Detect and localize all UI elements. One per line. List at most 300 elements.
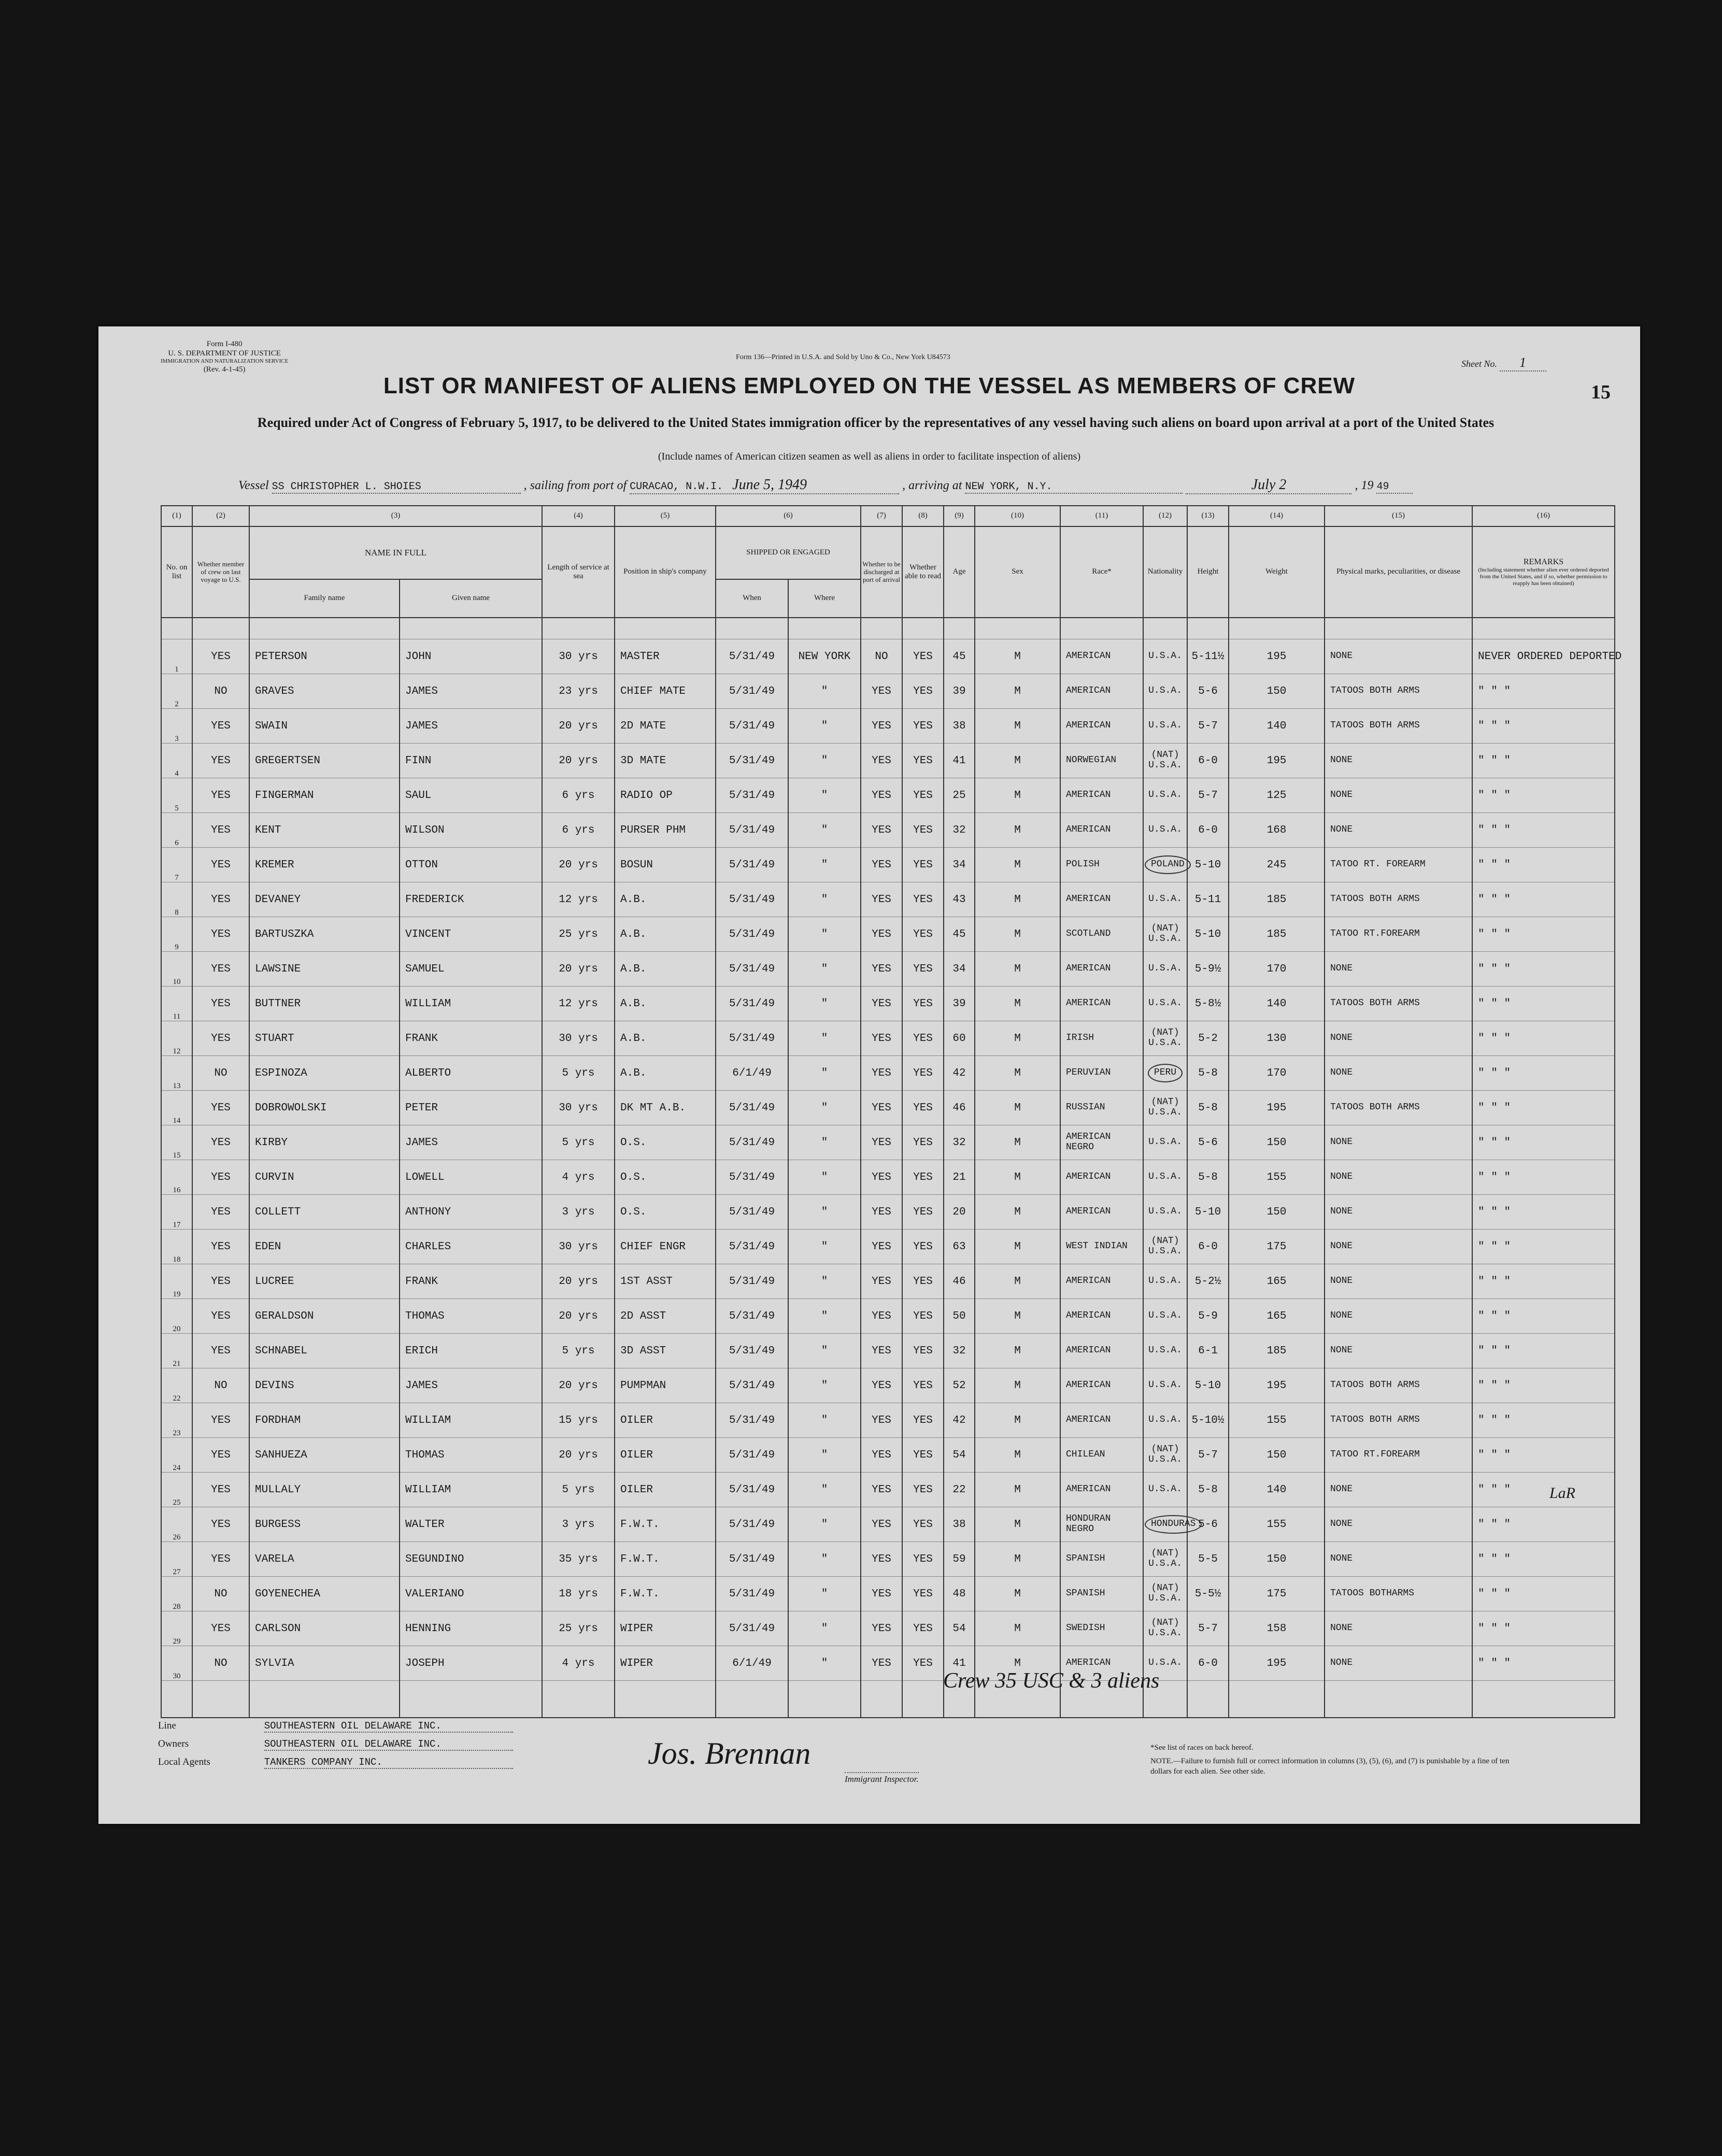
col-num-16: (16): [1472, 506, 1615, 526]
remarks: " " ": [1472, 987, 1615, 1021]
races-note: *See list of races on back hereof.: [1150, 1744, 1254, 1752]
service-length: 5 yrs: [542, 1056, 615, 1091]
physical-marks: TATOOS BOTH ARMS: [1325, 987, 1472, 1021]
shipped-when: 5/31/49: [716, 1091, 788, 1125]
row-number: 9: [161, 917, 192, 952]
sex: M: [975, 639, 1060, 674]
table-row: [161, 1473, 1615, 1507]
nationality: (NAT) U.S.A.: [1143, 744, 1187, 778]
age: 52: [944, 1368, 975, 1403]
remarks: " " ": [1472, 1056, 1615, 1091]
position: F.W.T.: [615, 1542, 716, 1577]
remarks: " " ": [1472, 917, 1615, 952]
member-cell: YES: [192, 1507, 249, 1542]
nationality: U.S.A.: [1143, 1160, 1187, 1195]
service-length: 25 yrs: [542, 1611, 615, 1646]
table-row: [161, 1299, 1615, 1334]
race: CHILEAN: [1060, 1438, 1143, 1473]
discharged: YES: [861, 1368, 902, 1403]
height: 5-10½: [1187, 1403, 1229, 1438]
member-cell: YES: [192, 778, 249, 813]
age: 48: [944, 1577, 975, 1611]
family-name: BURGESS: [249, 1507, 400, 1542]
given-name: VALERIANO: [400, 1577, 542, 1611]
shipped-when: 5/31/49: [716, 848, 788, 882]
table-row: [161, 1507, 1615, 1542]
position: 3D MATE: [615, 744, 716, 778]
weight: 175: [1229, 1230, 1325, 1264]
position: OILER: [615, 1473, 716, 1507]
row-number: 3: [161, 709, 192, 744]
header-member: Whether member of crew on last voyage to U.S.: [192, 526, 249, 618]
header-family-name: Family name: [249, 579, 400, 618]
sex: M: [975, 1195, 1060, 1230]
col-num-12: (12): [1143, 506, 1187, 526]
discharged: YES: [861, 1125, 902, 1160]
discharged: YES: [861, 813, 902, 848]
member-cell: YES: [192, 848, 249, 882]
race: AMERICAN: [1060, 778, 1143, 813]
shipped-where: ": [788, 1021, 861, 1056]
given-name: SAMUEL: [400, 952, 542, 987]
position: DK MT A.B.: [615, 1091, 716, 1125]
weight: 150: [1229, 674, 1325, 709]
able-to-read: YES: [902, 1091, 944, 1125]
weight: 195: [1229, 1646, 1325, 1681]
able-to-read: YES: [902, 1646, 944, 1681]
family-name: CURVIN: [249, 1160, 400, 1195]
service-length: 20 yrs: [542, 744, 615, 778]
discharged: YES: [861, 1334, 902, 1368]
table-row: [161, 1125, 1615, 1160]
remarks: " " ": [1472, 744, 1615, 778]
age: 41: [944, 744, 975, 778]
shipped-when: 6/1/49: [716, 1646, 788, 1681]
nationality: [1143, 1056, 1187, 1091]
remarks: " " ": [1472, 1507, 1615, 1542]
height: 5-5: [1187, 1542, 1229, 1577]
row-number: 21: [161, 1334, 192, 1368]
sex: M: [975, 1403, 1060, 1438]
physical-marks: NONE: [1325, 1646, 1472, 1681]
shipped-where: ": [788, 1056, 861, 1091]
shipped-where: ": [788, 1195, 861, 1230]
remarks: " " ": [1472, 1091, 1615, 1125]
arrival-port: NEW YORK, N.Y.: [965, 481, 1183, 494]
service-length: 3 yrs: [542, 1507, 615, 1542]
table-tail-row: [161, 1681, 1615, 1718]
height: 5-11: [1187, 882, 1229, 917]
family-name: BUTTNER: [249, 987, 400, 1021]
shipped-when: 5/31/49: [716, 639, 788, 674]
member-cell: YES: [192, 1125, 249, 1160]
discharged: YES: [861, 744, 902, 778]
nationality: (NAT) U.S.A.: [1143, 1611, 1187, 1646]
member-cell: YES: [192, 1611, 249, 1646]
shipped-when: 5/31/49: [716, 1507, 788, 1542]
physical-marks: NONE: [1325, 1334, 1472, 1368]
row-number: 5: [161, 778, 192, 813]
member-cell: YES: [192, 987, 249, 1021]
sex: M: [975, 1299, 1060, 1334]
family-name: CARLSON: [249, 1611, 400, 1646]
shipped-when: 6/1/49: [716, 1056, 788, 1091]
weight: 170: [1229, 952, 1325, 987]
position: A.B.: [615, 1021, 716, 1056]
printer-note: Form 136—Printed in U.S.A. and Sold by Uno & Co., New York U84573: [736, 353, 950, 361]
table-row: [161, 1091, 1615, 1125]
header-read: Whether able to read: [902, 526, 944, 618]
discharged: YES: [861, 1160, 902, 1195]
discharged: YES: [861, 1577, 902, 1611]
given-name: CHARLES: [400, 1230, 542, 1264]
discharged: YES: [861, 952, 902, 987]
manifest-title: LIST OR MANIFEST OF ALIENS EMPLOYED ON THE VESSEL AS MEMBERS OF CREW: [383, 373, 1356, 398]
able-to-read: YES: [902, 848, 944, 882]
given-name: JOSEPH: [400, 1646, 542, 1681]
shipped-where: ": [788, 1299, 861, 1334]
family-name: DOBROWOLSKI: [249, 1091, 400, 1125]
nationality: U.S.A.: [1143, 674, 1187, 709]
row-number: 16: [161, 1160, 192, 1195]
remarks: " " ": [1472, 1611, 1615, 1646]
remarks: " " ": [1472, 1230, 1615, 1264]
age: 21: [944, 1160, 975, 1195]
discharged: YES: [861, 1264, 902, 1299]
service-length: 30 yrs: [542, 1091, 615, 1125]
race: IRISH: [1060, 1021, 1143, 1056]
weight: 185: [1229, 917, 1325, 952]
service-length: 18 yrs: [542, 1577, 615, 1611]
age: 39: [944, 987, 975, 1021]
remarks: " " ": [1472, 1542, 1615, 1577]
discharged: YES: [861, 987, 902, 1021]
row-number: 23: [161, 1403, 192, 1438]
physical-marks: NONE: [1325, 1195, 1472, 1230]
sex: M: [975, 1611, 1060, 1646]
given-name: SAUL: [400, 778, 542, 813]
discharged: YES: [861, 1646, 902, 1681]
race: AMERICAN: [1060, 813, 1143, 848]
able-to-read: YES: [902, 1368, 944, 1403]
header-height: Height: [1187, 526, 1229, 618]
member-cell: NO: [192, 1368, 249, 1403]
discharged: YES: [861, 1403, 902, 1438]
shipped-when: 5/31/49: [716, 1125, 788, 1160]
height: 5-10: [1187, 917, 1229, 952]
row-number: 22: [161, 1368, 192, 1403]
able-to-read: YES: [902, 1021, 944, 1056]
inspector-signature: Jos. Brennan: [648, 1736, 811, 1771]
race: SWEDISH: [1060, 1611, 1143, 1646]
given-name: HENNING: [400, 1611, 542, 1646]
able-to-read: YES: [902, 882, 944, 917]
family-name: FINGERMAN: [249, 778, 400, 813]
header-race: Race*: [1060, 526, 1143, 618]
race: RUSSIAN: [1060, 1091, 1143, 1125]
race: SPANISH: [1060, 1577, 1143, 1611]
row-number: 15: [161, 1125, 192, 1160]
row-number: 29: [161, 1611, 192, 1646]
col-num-14: (14): [1229, 506, 1325, 526]
physical-marks: NONE: [1325, 1542, 1472, 1577]
service-length: 20 yrs: [542, 848, 615, 882]
shipped-where: NEW YORK: [788, 639, 861, 674]
able-to-read: YES: [902, 1264, 944, 1299]
weight: 195: [1229, 744, 1325, 778]
shipped-when: 5/31/49: [716, 882, 788, 917]
age: 20: [944, 1195, 975, 1230]
physical-marks: TATOOS BOTH ARMS: [1325, 882, 1472, 917]
shipped-where: ": [788, 1125, 861, 1160]
shipped-when: 5/31/49: [716, 987, 788, 1021]
sex: M: [975, 1264, 1060, 1299]
member-cell: NO: [192, 674, 249, 709]
form-number: Form I-480: [206, 340, 243, 348]
shipped-when: 5/31/49: [716, 952, 788, 987]
header-remarks: [1472, 526, 1615, 618]
physical-marks: TATOOS BOTH ARMS: [1325, 1091, 1472, 1125]
physical-marks: NONE: [1325, 952, 1472, 987]
sex: M: [975, 674, 1060, 709]
remarks: " " ": [1472, 813, 1615, 848]
nationality: U.S.A.: [1143, 1299, 1187, 1334]
service-length: 3 yrs: [542, 1195, 615, 1230]
nationality: U.S.A.: [1143, 882, 1187, 917]
age: 39: [944, 674, 975, 709]
able-to-read: YES: [902, 1230, 944, 1264]
row-number: 1: [161, 639, 192, 674]
shipped-where: ": [788, 1403, 861, 1438]
table-row: [161, 1368, 1615, 1403]
age: 32: [944, 1334, 975, 1368]
position: O.S.: [615, 1160, 716, 1195]
row-number: 6: [161, 813, 192, 848]
shipped-where: ": [788, 709, 861, 744]
table-row: [161, 1021, 1615, 1056]
weight: 185: [1229, 1334, 1325, 1368]
nationality: U.S.A.: [1143, 813, 1187, 848]
physical-marks: TATOO RT.FOREARM: [1325, 917, 1472, 952]
header-age: Age: [944, 526, 975, 618]
nationality: U.S.A.: [1143, 1368, 1187, 1403]
weight: 195: [1229, 639, 1325, 674]
shipped-when: 5/31/49: [716, 778, 788, 813]
height: 5-8: [1187, 1160, 1229, 1195]
shipped-when: 5/31/49: [716, 1368, 788, 1403]
discharged: YES: [861, 1507, 902, 1542]
sex: M: [975, 1646, 1060, 1681]
shipped-when: 5/31/49: [716, 1160, 788, 1195]
position: A.B.: [615, 882, 716, 917]
family-name: ESPINOZA: [249, 1056, 400, 1091]
header-name-in-full: NAME IN FULL: [249, 526, 542, 579]
able-to-read: YES: [902, 1577, 944, 1611]
age: 25: [944, 778, 975, 813]
able-to-read: YES: [902, 1056, 944, 1091]
remarks: " " ": [1472, 1334, 1615, 1368]
service-length: 30 yrs: [542, 639, 615, 674]
discharged: YES: [861, 1299, 902, 1334]
given-name: WILLIAM: [400, 1403, 542, 1438]
family-name: BARTUSZKA: [249, 917, 400, 952]
shipped-when: 5/31/49: [716, 1230, 788, 1264]
shipped-where: ": [788, 1264, 861, 1299]
given-name: PETER: [400, 1091, 542, 1125]
race: AMERICAN: [1060, 1646, 1143, 1681]
weight: 165: [1229, 1264, 1325, 1299]
age: 50: [944, 1299, 975, 1334]
age: 46: [944, 1091, 975, 1125]
service-length: 23 yrs: [542, 674, 615, 709]
position: 2D MATE: [615, 709, 716, 744]
shipped-where: ": [788, 1473, 861, 1507]
header-no-on-list: No. on list: [161, 526, 192, 618]
shipped-where: ": [788, 1160, 861, 1195]
able-to-read: YES: [902, 987, 944, 1021]
service-length: 4 yrs: [542, 1646, 615, 1681]
member-cell: YES: [192, 1542, 249, 1577]
footer-line-row: [158, 1720, 513, 1733]
height: 5-6: [1187, 1125, 1229, 1160]
shipped-where: ": [788, 1091, 861, 1125]
service-length: 30 yrs: [542, 1230, 615, 1264]
nationality: (NAT) U.S.A.: [1143, 1230, 1187, 1264]
table-row: [161, 1646, 1615, 1681]
position: WIPER: [615, 1611, 716, 1646]
sex: M: [975, 1577, 1060, 1611]
discharged: YES: [861, 1021, 902, 1056]
race: AMERICAN: [1060, 674, 1143, 709]
race: AMERICAN: [1060, 1403, 1143, 1438]
discharged: YES: [861, 1611, 902, 1646]
shipped-where: ": [788, 813, 861, 848]
height: 5-6: [1187, 1507, 1229, 1542]
nationality: [1143, 848, 1187, 882]
table-row: [161, 1195, 1615, 1230]
service-length: 25 yrs: [542, 917, 615, 952]
row-number: 14: [161, 1091, 192, 1125]
age: 60: [944, 1021, 975, 1056]
include-note: (Include names of American citizen seamen as well as aliens in order to facilitate inspection of aliens): [658, 451, 1081, 462]
col-num-15: (15): [1325, 506, 1472, 526]
shipped-where: ": [788, 1542, 861, 1577]
family-name: KENT: [249, 813, 400, 848]
shipped-when: 5/31/49: [716, 813, 788, 848]
height: 5-8: [1187, 1091, 1229, 1125]
position: MASTER: [615, 639, 716, 674]
manifest-subtitle: Required under Act of Congress of February 5, 1917, to be delivered to the United States immigration officer by the representatives of any vessel having such aliens on board upon arrival at a port of the United States: [257, 415, 1495, 430]
race: POLISH: [1060, 848, 1143, 882]
physical-marks: TATOOS BOTHARMS: [1325, 1577, 1472, 1611]
table-row: [161, 952, 1615, 987]
age: 41: [944, 1646, 975, 1681]
sex: M: [975, 848, 1060, 882]
remarks: " " ": [1472, 1299, 1615, 1334]
crew-total-annotation: Crew 35 USC & 3 aliens: [943, 1669, 1160, 1693]
table-row: [161, 1160, 1615, 1195]
year-prefix: , 19: [1355, 479, 1374, 492]
service-length: 4 yrs: [542, 1160, 615, 1195]
remarks: " " ": [1472, 882, 1615, 917]
shipped-when: 5/31/49: [716, 1021, 788, 1056]
table-row: [161, 744, 1615, 778]
service-length: 30 yrs: [542, 1021, 615, 1056]
shipped-where: ": [788, 744, 861, 778]
header-given-name: Given name: [400, 579, 542, 618]
height: 5-7: [1187, 1438, 1229, 1473]
height: 6-0: [1187, 744, 1229, 778]
given-name: JOHN: [400, 639, 542, 674]
header-where: Where: [788, 579, 861, 618]
able-to-read: YES: [902, 1299, 944, 1334]
col-num-11: (11): [1060, 506, 1143, 526]
height: 5-8½: [1187, 987, 1229, 1021]
able-to-read: YES: [902, 813, 944, 848]
member-cell: YES: [192, 1438, 249, 1473]
arrival-date: July 2: [1186, 477, 1351, 494]
race: AMERICAN: [1060, 709, 1143, 744]
weight: 140: [1229, 709, 1325, 744]
penalty-note: NOTE.—Failure to furnish full or correct information in columns (3), (5), (6), and (7) is punishable by a fine of ten dollars for each alien. See other side.: [1150, 1757, 1510, 1776]
height: 5-10: [1187, 1368, 1229, 1403]
weight: 245: [1229, 848, 1325, 882]
discharged: YES: [861, 1438, 902, 1473]
service-length: 6 yrs: [542, 813, 615, 848]
nationality: (NAT) U.S.A.: [1143, 1091, 1187, 1125]
remarks: " " ": [1472, 1264, 1615, 1299]
shipped-when: 5/31/49: [716, 1264, 788, 1299]
member-cell: YES: [192, 813, 249, 848]
sailing-label: , sailing from port of: [523, 479, 627, 492]
shipped-when: 5/31/49: [716, 1542, 788, 1577]
position: A.B.: [615, 987, 716, 1021]
col-num-10: (10): [975, 506, 1060, 526]
physical-marks: TATOO RT.FOREARM: [1325, 1438, 1472, 1473]
weight: 140: [1229, 987, 1325, 1021]
sex: M: [975, 1368, 1060, 1403]
discharged: YES: [861, 709, 902, 744]
height: 6-1: [1187, 1334, 1229, 1368]
shipped-where: ": [788, 778, 861, 813]
physical-marks: NONE: [1325, 778, 1472, 813]
position: O.S.: [615, 1125, 716, 1160]
age: 34: [944, 952, 975, 987]
table-row: [161, 987, 1615, 1021]
col-num-9: (9): [944, 506, 975, 526]
nationality: U.S.A.: [1143, 1195, 1187, 1230]
physical-marks: NONE: [1325, 1611, 1472, 1646]
height: 6-0: [1187, 813, 1229, 848]
discharged: YES: [861, 1230, 902, 1264]
race: AMERICAN: [1060, 952, 1143, 987]
shipped-when: 5/31/49: [716, 1611, 788, 1646]
service-length: 5 yrs: [542, 1473, 615, 1507]
service-length: 20 yrs: [542, 1368, 615, 1403]
remarks: " " ": [1472, 778, 1615, 813]
age: 42: [944, 1403, 975, 1438]
weight: 195: [1229, 1368, 1325, 1403]
table-row: [161, 917, 1615, 952]
sheet-number: 1: [1500, 355, 1546, 372]
member-cell: NO: [192, 1646, 249, 1681]
member-cell: YES: [192, 1299, 249, 1334]
age: 45: [944, 917, 975, 952]
table-spacer-row: [161, 618, 1615, 639]
position: PUMPMAN: [615, 1368, 716, 1403]
weight: 158: [1229, 1611, 1325, 1646]
sex: M: [975, 1473, 1060, 1507]
